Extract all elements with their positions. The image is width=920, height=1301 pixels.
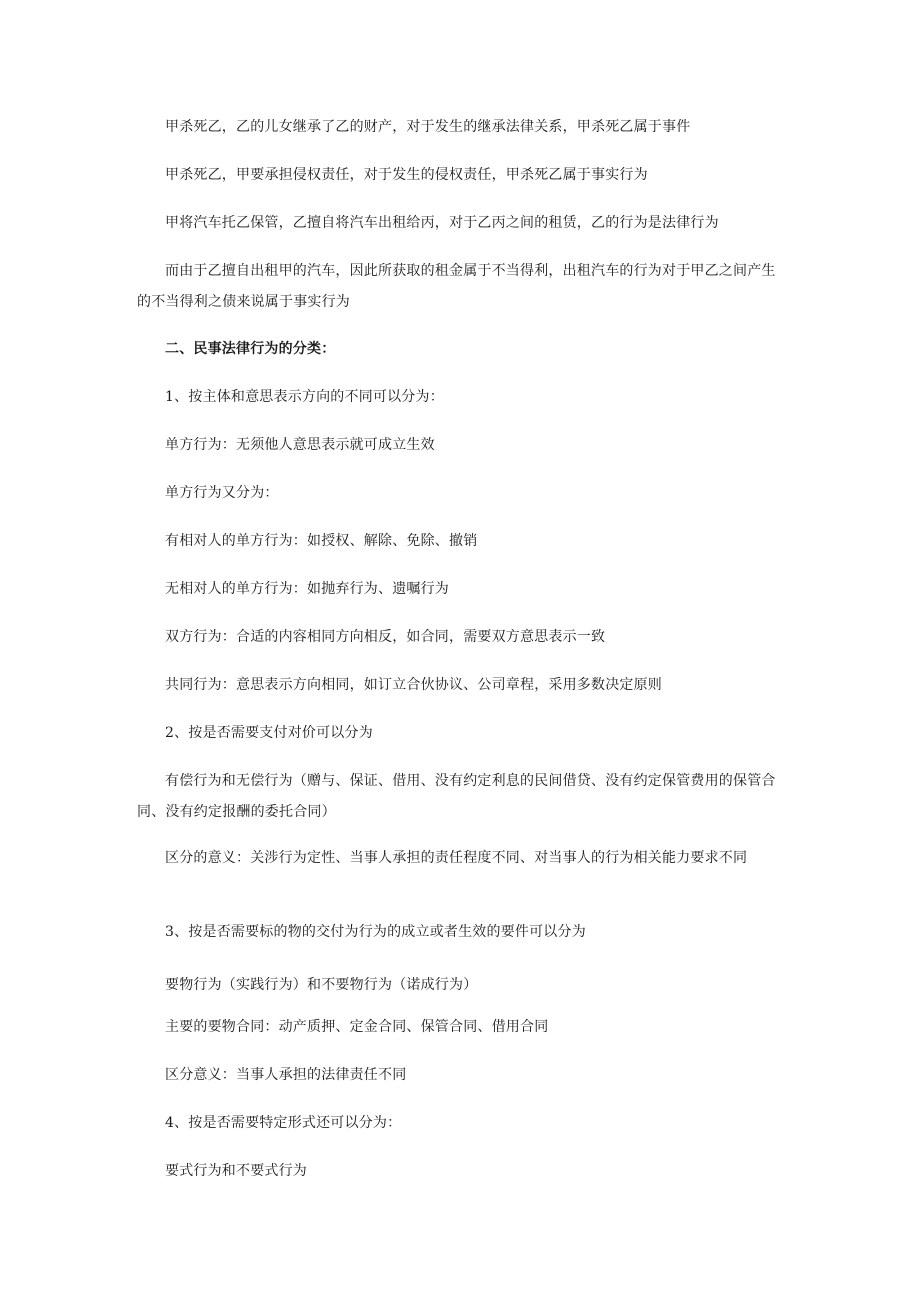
paragraph: 4、按是否需要特定形式还可以分为： [165, 1115, 402, 1131]
paragraph: 2、按是否需要支付对价可以分为 [165, 725, 373, 741]
paragraph: 无相对人的单方行为：如抛弃行为、遗嘱行为 [165, 581, 449, 597]
paragraph: 区分意义：当事人承担的法律责任不同 [165, 1067, 407, 1083]
paragraph: 主要的要物合同：动产质押、定金合同、保管合同、借用合同 [165, 1019, 549, 1035]
paragraph: 甲将汽车托乙保管，乙擅自将汽车出租给丙，对于乙丙之间的租赁，乙的行为是法律行为 [165, 215, 719, 231]
paragraph: 单方行为又分为： [165, 485, 279, 501]
paragraph: 单方行为：无须他人意思表示就可成立生效 [165, 437, 435, 453]
paragraph: 而由于乙擅自出租甲的汽车，因此所获取的租金属于不当得利，出租汽车的行为对于甲乙之间产生的不当得利之债来说属于事实行为 [137, 263, 776, 310]
paragraph: 要式行为和不要式行为 [165, 1163, 307, 1179]
paragraph: 有相对人的单方行为：如授权、解除、免除、撤销 [165, 533, 478, 549]
section-heading: 二、民事法律行为的分类： [165, 341, 336, 357]
paragraph: 要物行为（实践行为）和不要物行为（诺成行为） [165, 977, 478, 993]
paragraph: 有偿行为和无偿行为（赠与、保证、借用、没有约定利息的民间借贷、没有约定保管费用的保管合同、没有约定报酬的委托合同） [137, 773, 776, 820]
paragraph: 共同行为：意思表示方向相同，如订立合伙协议、公司章程，采用多数决定原则 [165, 677, 662, 693]
paragraph: 区分的意义：关涉行为定性、当事人承担的责任程度不同、对当事人的行为相关能力要求不同 [165, 850, 748, 866]
paragraph: 1、按主体和意思表示方向的不同可以分为： [165, 389, 444, 405]
paragraph: 甲杀死乙，乙的儿女继承了乙的财产，对于发生的继承法律关系，甲杀死乙属于事件 [165, 119, 691, 135]
paragraph: 3、按是否需要标的物的交付为行为的成立或者生效的要件可以分为 [165, 924, 586, 940]
paragraph: 甲杀死乙，甲要承担侵权责任，对于发生的侵权责任，甲杀死乙属于事实行为 [165, 167, 648, 183]
paragraph: 双方行为：合适的内容相同方向相反，如合同，需要双方意思表示一致 [165, 629, 606, 645]
